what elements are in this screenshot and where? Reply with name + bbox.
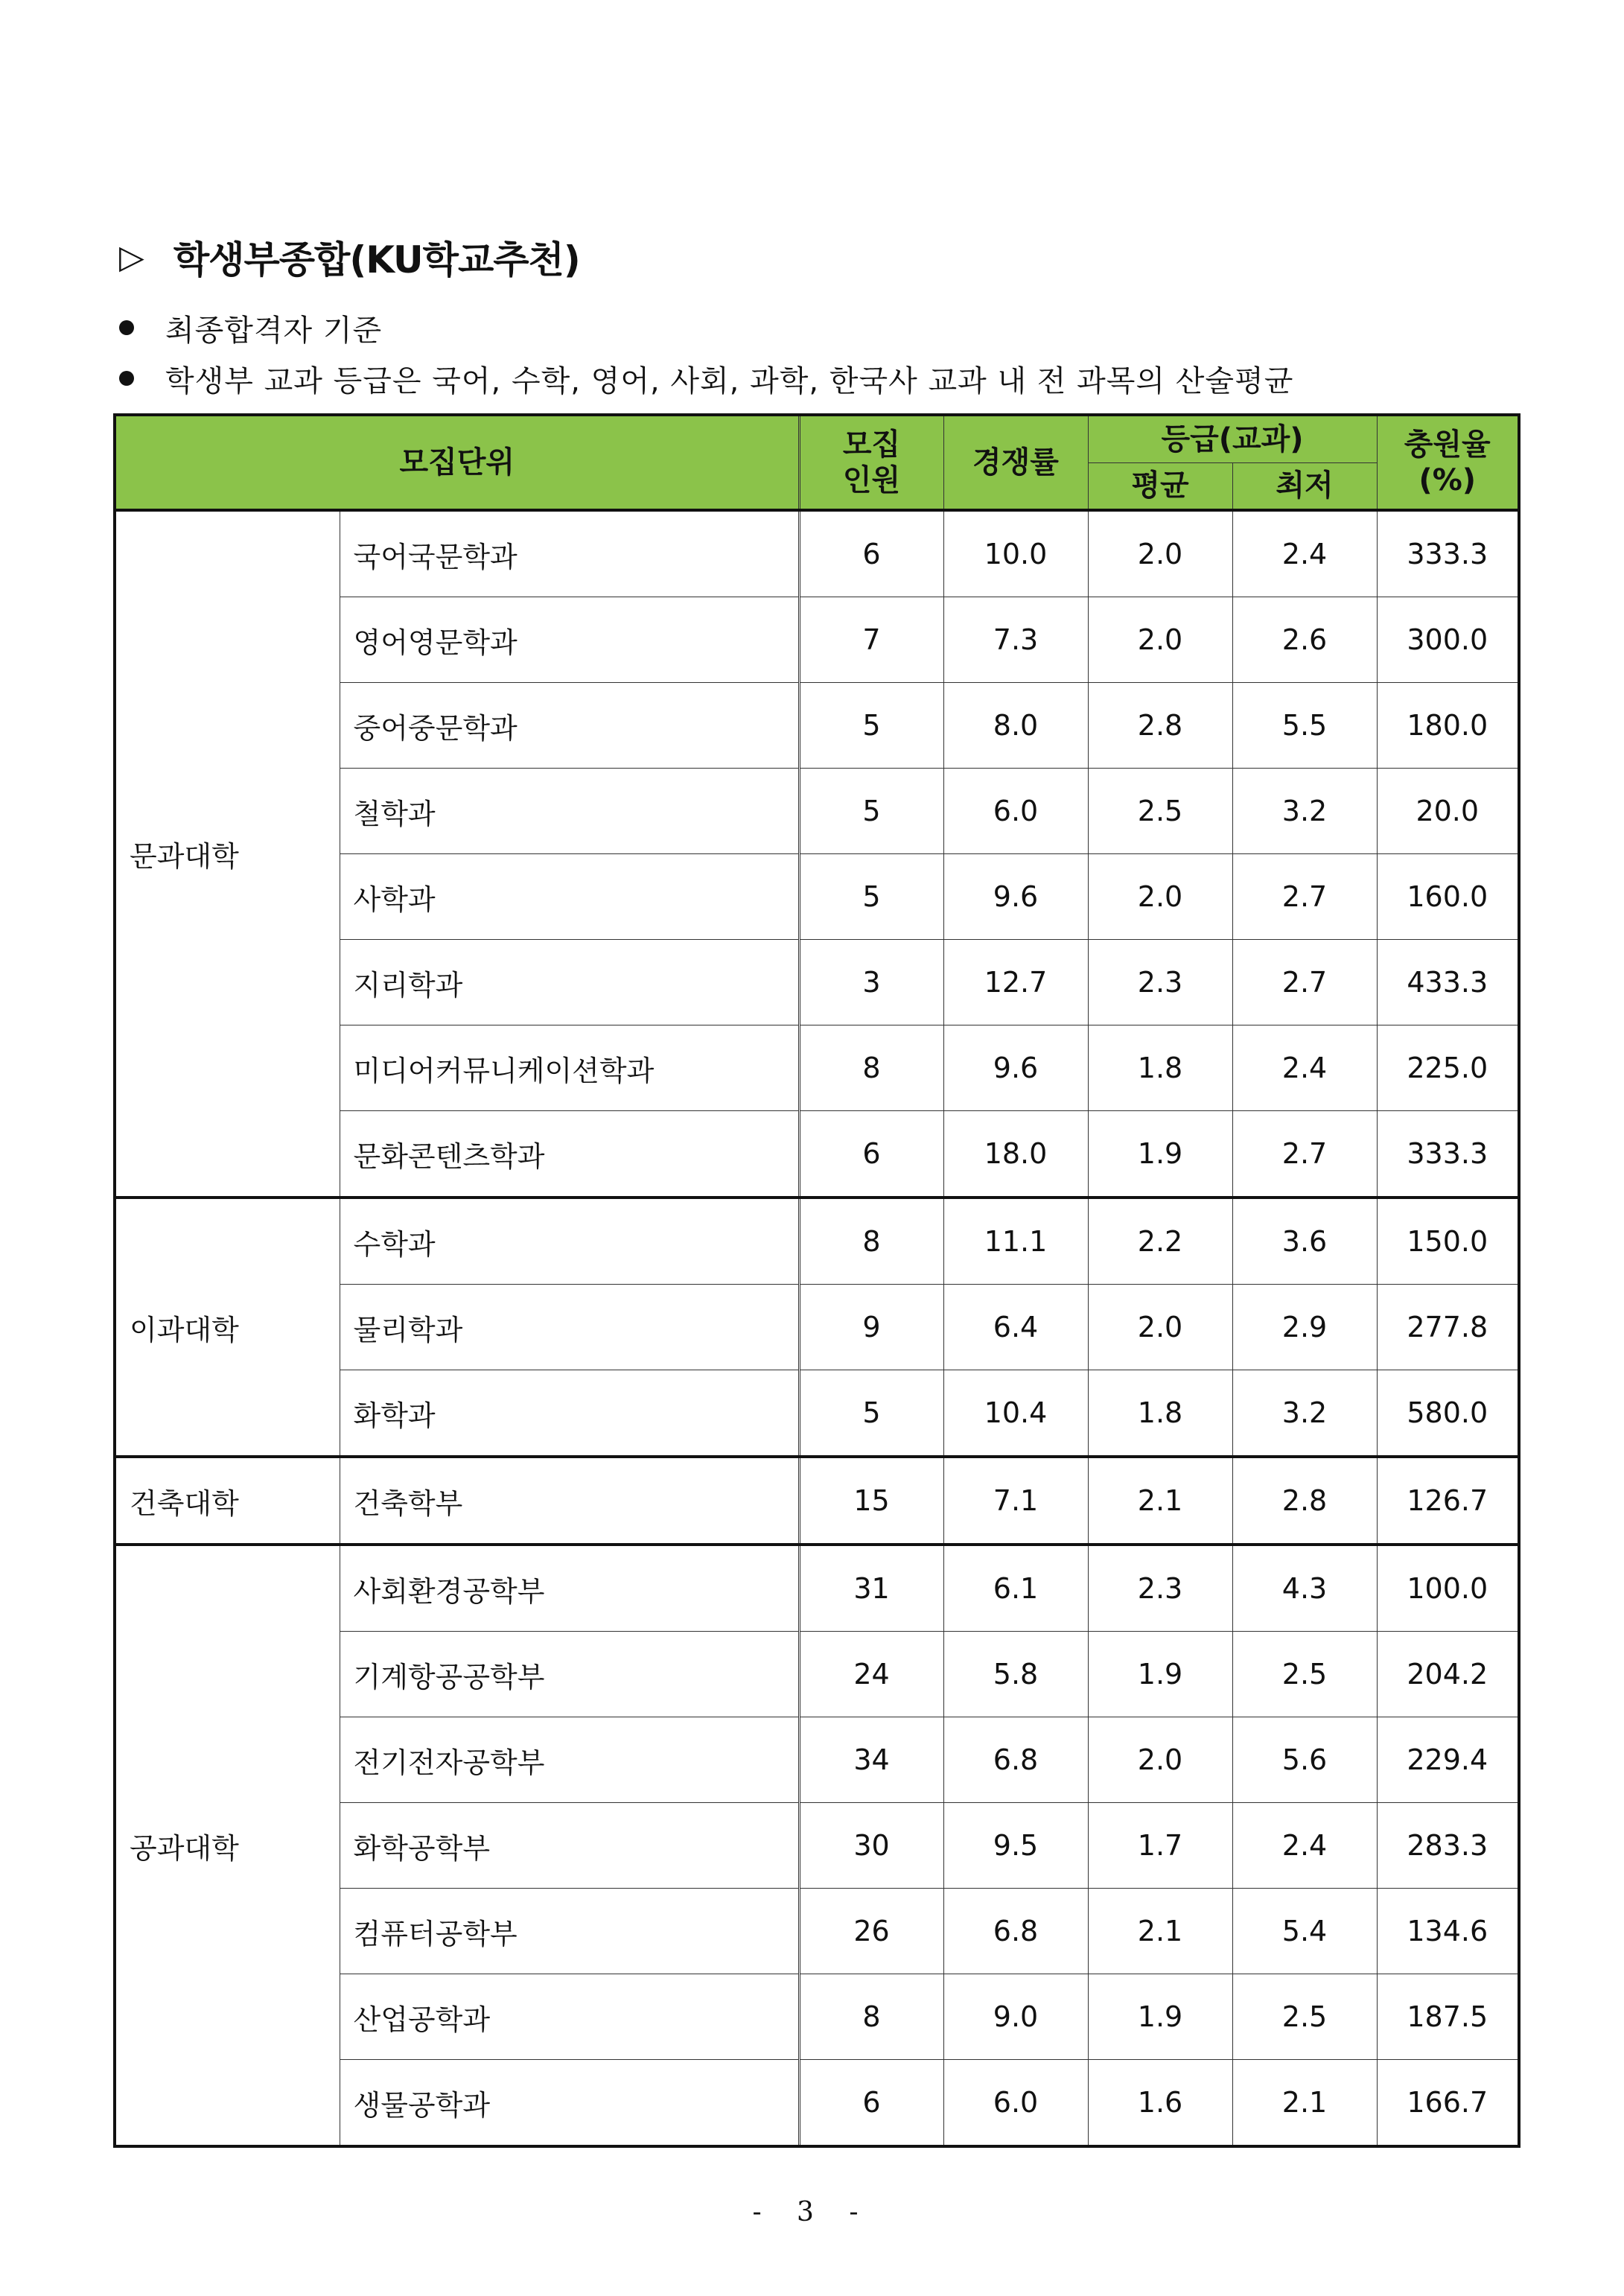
min-cell: 5.4 — [1232, 1889, 1377, 1974]
competition-cell: 6.1 — [943, 1545, 1088, 1632]
dept-cell: 화학과 — [340, 1370, 799, 1457]
competition-cell: 12.7 — [943, 940, 1088, 1025]
dept-cell: 산업공학과 — [340, 1974, 799, 2060]
min-cell: 5.6 — [1232, 1717, 1377, 1803]
min-cell: 2.7 — [1232, 854, 1377, 940]
fill-rate-cell: 160.0 — [1377, 854, 1519, 940]
competition-cell: 11.1 — [943, 1198, 1088, 1285]
dept-cell: 문화콘텐츠학과 — [340, 1111, 799, 1198]
avg-cell: 1.9 — [1088, 1632, 1232, 1717]
fill-rate-cell: 20.0 — [1377, 769, 1519, 854]
fill-rate-cell: 333.3 — [1377, 510, 1519, 597]
count-cell: 31 — [799, 1545, 943, 1632]
dept-cell: 생물공학과 — [340, 2060, 799, 2147]
table-row — [115, 1545, 1519, 1632]
competition-cell: 10.4 — [943, 1370, 1088, 1457]
header-count: 모집 인원 — [799, 415, 943, 510]
avg-cell: 1.8 — [1088, 1370, 1232, 1457]
triangle-icon: ▷ — [119, 238, 144, 276]
min-cell: 3.6 — [1232, 1198, 1377, 1285]
avg-cell: 2.5 — [1088, 769, 1232, 854]
fill-rate-cell: 333.3 — [1377, 1111, 1519, 1198]
dept-cell: 기계항공공학부 — [340, 1632, 799, 1717]
dept-cell: 미디어커뮤니케이션학과 — [340, 1025, 799, 1111]
competition-cell: 6.4 — [943, 1285, 1088, 1370]
avg-cell: 2.2 — [1088, 1198, 1232, 1285]
count-cell: 5 — [799, 1370, 943, 1457]
min-cell: 2.9 — [1232, 1285, 1377, 1370]
table-row — [115, 1457, 1519, 1545]
bullet-item — [119, 356, 1293, 401]
bullet-text: 학생부 교과 등급은 국어, 수학, 영어, 사회, 과학, 한국사 교과 내 전 과목의 산술평균 — [165, 363, 1294, 398]
avg-cell: 2.0 — [1088, 1285, 1232, 1370]
count-cell: 9 — [799, 1285, 943, 1370]
table-row — [115, 510, 1519, 597]
avg-cell: 2.3 — [1088, 1545, 1232, 1632]
avg-cell: 1.6 — [1088, 2060, 1232, 2147]
dept-cell: 물리학과 — [340, 1285, 799, 1370]
competition-cell: 10.0 — [943, 510, 1088, 597]
fill-rate-cell: 225.0 — [1377, 1025, 1519, 1111]
fill-rate-cell: 126.7 — [1377, 1457, 1519, 1545]
avg-cell: 1.9 — [1088, 1111, 1232, 1198]
min-cell: 2.6 — [1232, 597, 1377, 683]
dept-cell: 지리학과 — [340, 940, 799, 1025]
table-body — [115, 510, 1519, 2146]
fill-rate-cell: 180.0 — [1377, 683, 1519, 769]
fill-rate-cell: 300.0 — [1377, 597, 1519, 683]
dept-cell: 건축학부 — [340, 1457, 799, 1545]
competition-cell: 6.8 — [943, 1889, 1088, 1974]
min-cell: 2.5 — [1232, 1974, 1377, 2060]
header-grade-min: 최저 — [1232, 462, 1377, 510]
table-row — [115, 1198, 1519, 1285]
avg-cell: 2.0 — [1088, 510, 1232, 597]
college-cell: 공과대학 — [115, 1545, 340, 2146]
count-cell: 8 — [799, 1198, 943, 1285]
dept-cell: 국어국문학과 — [340, 510, 799, 597]
avg-cell: 2.1 — [1088, 1889, 1232, 1974]
min-cell: 5.5 — [1232, 683, 1377, 769]
dept-cell: 화학공학부 — [340, 1803, 799, 1889]
admissions-table — [113, 413, 1520, 2148]
bullet-dot-icon — [119, 371, 134, 386]
dept-cell: 영어영문학과 — [340, 597, 799, 683]
header-grade-avg: 평균 — [1088, 462, 1232, 510]
college-cell: 건축대학 — [115, 1457, 340, 1545]
competition-cell: 5.8 — [943, 1632, 1088, 1717]
competition-cell: 9.6 — [943, 854, 1088, 940]
min-cell: 3.2 — [1232, 769, 1377, 854]
min-cell: 2.1 — [1232, 2060, 1377, 2147]
competition-cell: 9.6 — [943, 1025, 1088, 1111]
competition-cell: 18.0 — [943, 1111, 1088, 1198]
section-title-text: 학생부종합(KU학교추천) — [173, 238, 580, 282]
competition-cell: 9.5 — [943, 1803, 1088, 1889]
dept-cell: 전기전자공학부 — [340, 1717, 799, 1803]
count-cell: 3 — [799, 940, 943, 1025]
min-cell: 4.3 — [1232, 1545, 1377, 1632]
count-cell: 6 — [799, 510, 943, 597]
competition-cell: 7.3 — [943, 597, 1088, 683]
min-cell: 2.8 — [1232, 1457, 1377, 1545]
count-cell: 15 — [799, 1457, 943, 1545]
avg-cell: 2.0 — [1088, 854, 1232, 940]
dept-cell: 철학과 — [340, 769, 799, 854]
min-cell: 2.5 — [1232, 1632, 1377, 1717]
header-fill-rate: 충원율 (%) — [1377, 415, 1519, 510]
fill-rate-cell: 283.3 — [1377, 1803, 1519, 1889]
competition-cell: 6.0 — [943, 2060, 1088, 2147]
fill-rate-cell: 580.0 — [1377, 1370, 1519, 1457]
count-cell: 8 — [799, 1974, 943, 2060]
avg-cell: 2.3 — [1088, 940, 1232, 1025]
avg-cell: 1.7 — [1088, 1803, 1232, 1889]
count-cell: 24 — [799, 1632, 943, 1717]
avg-cell: 1.9 — [1088, 1974, 1232, 2060]
dept-cell: 컴퓨터공학부 — [340, 1889, 799, 1974]
avg-cell: 1.8 — [1088, 1025, 1232, 1111]
header-competition: 경쟁률 — [943, 415, 1088, 510]
dept-cell: 사학과 — [340, 854, 799, 940]
count-cell: 5 — [799, 854, 943, 940]
avg-cell: 2.8 — [1088, 683, 1232, 769]
count-cell: 5 — [799, 683, 943, 769]
min-cell: 2.7 — [1232, 940, 1377, 1025]
header-unit: 모집단위 — [115, 415, 799, 510]
fill-rate-cell: 229.4 — [1377, 1717, 1519, 1803]
fill-rate-cell: 166.7 — [1377, 2060, 1519, 2147]
dept-cell: 중어중문학과 — [340, 683, 799, 769]
page-number: - 3 - — [752, 2197, 872, 2227]
fill-rate-cell: 277.8 — [1377, 1285, 1519, 1370]
min-cell: 2.7 — [1232, 1111, 1377, 1198]
dept-cell: 사회환경공학부 — [340, 1545, 799, 1632]
count-cell: 7 — [799, 597, 943, 683]
count-cell: 6 — [799, 1111, 943, 1198]
competition-cell: 8.0 — [943, 683, 1088, 769]
count-cell: 30 — [799, 1803, 943, 1889]
avg-cell: 2.1 — [1088, 1457, 1232, 1545]
fill-rate-cell: 100.0 — [1377, 1545, 1519, 1632]
dept-cell: 수학과 — [340, 1198, 799, 1285]
count-cell: 34 — [799, 1717, 943, 1803]
min-cell: 2.4 — [1232, 1025, 1377, 1111]
college-cell: 문과대학 — [115, 510, 340, 1198]
avg-cell: 2.0 — [1088, 597, 1232, 683]
bullet-text: 최종합격자 기준 — [165, 313, 383, 348]
min-cell: 2.4 — [1232, 1803, 1377, 1889]
min-cell: 3.2 — [1232, 1370, 1377, 1457]
count-cell: 8 — [799, 1025, 943, 1111]
min-cell: 2.4 — [1232, 510, 1377, 597]
count-cell: 26 — [799, 1889, 943, 1974]
fill-rate-cell: 134.6 — [1377, 1889, 1519, 1974]
avg-cell: 2.0 — [1088, 1717, 1232, 1803]
competition-cell: 9.0 — [943, 1974, 1088, 2060]
fill-rate-cell: 187.5 — [1377, 1974, 1519, 2060]
bullet-item — [119, 305, 382, 350]
competition-cell: 6.0 — [943, 769, 1088, 854]
college-cell: 이과대학 — [115, 1198, 340, 1457]
header-grade: 등급(교과) — [1088, 415, 1377, 462]
fill-rate-cell: 150.0 — [1377, 1198, 1519, 1285]
competition-cell: 7.1 — [943, 1457, 1088, 1545]
fill-rate-cell: 433.3 — [1377, 940, 1519, 1025]
count-cell: 5 — [799, 769, 943, 854]
count-cell: 6 — [799, 2060, 943, 2147]
competition-cell: 6.8 — [943, 1717, 1088, 1803]
section-title — [119, 223, 580, 290]
fill-rate-cell: 204.2 — [1377, 1632, 1519, 1717]
bullet-dot-icon — [119, 320, 134, 335]
